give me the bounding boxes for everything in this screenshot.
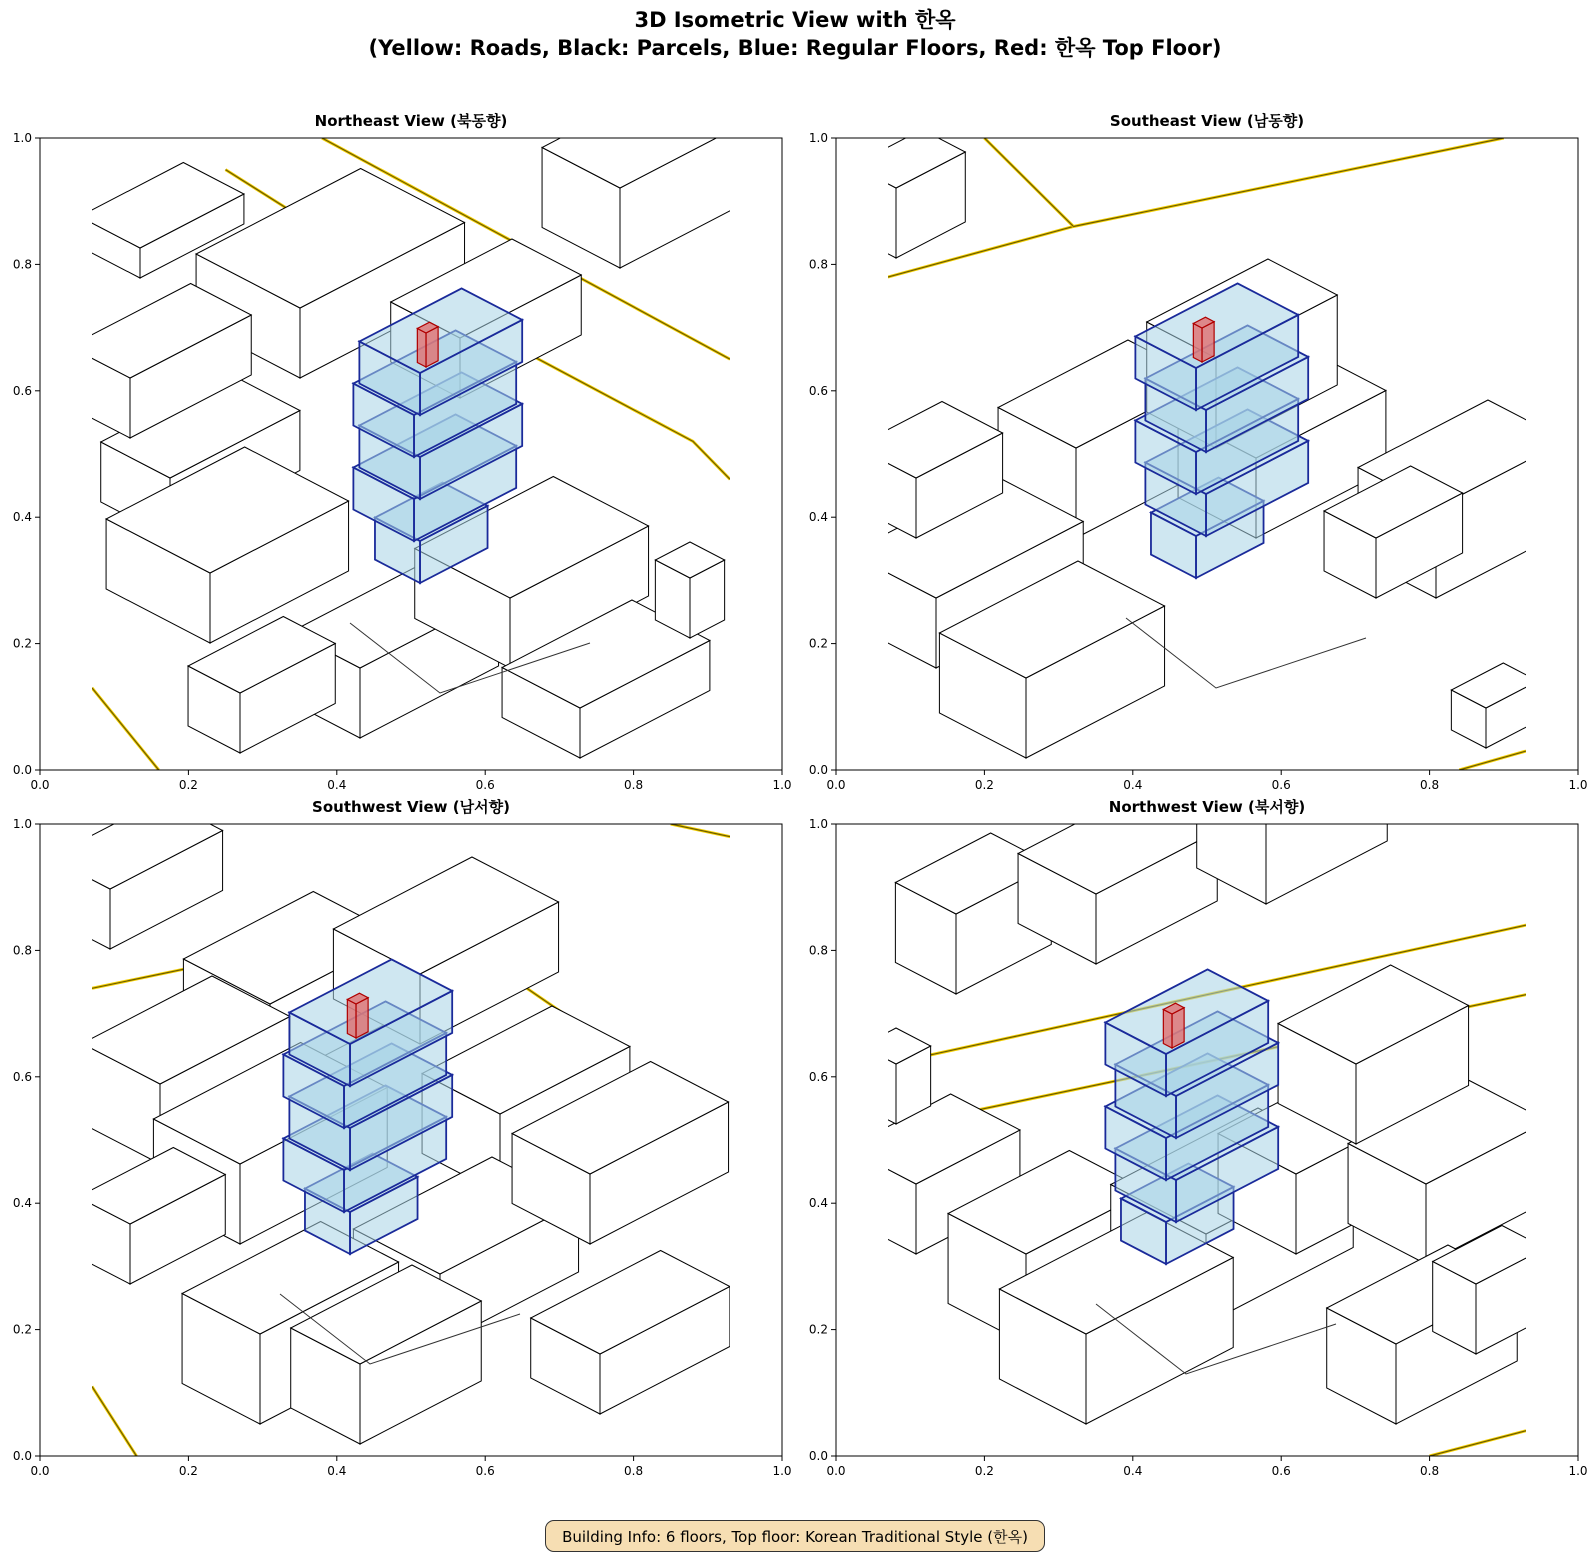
y-tick-label: 0.0 — [808, 763, 828, 777]
scene-se — [849, 130, 1566, 771]
x-tick-label: 0.4 — [327, 1464, 347, 1478]
y-tick-label: 0.2 — [12, 1322, 32, 1337]
road-edge-line — [984, 138, 1073, 226]
y-tick-label: 0.2 — [808, 1322, 828, 1337]
y-tick-label: 0.0 — [808, 1449, 828, 1463]
panel-title-southeast: Southeast View (남동향) — [1109, 112, 1305, 130]
road-edge-line — [1430, 1431, 1526, 1456]
x-tick-label: 1.0 — [772, 1464, 792, 1478]
x-tick-label: 0.6 — [475, 1464, 495, 1478]
panel-southeast-view — [808, 112, 1588, 792]
x-tick-label: 0.2 — [178, 1464, 198, 1478]
x-tick-label: 0.6 — [475, 778, 495, 792]
hanok-top-floor-left-face — [347, 1000, 356, 1039]
y-tick-label: 1.0 — [808, 817, 828, 831]
x-tick-label: 0.8 — [624, 1464, 644, 1478]
x-tick-label: 0.0 — [826, 778, 846, 792]
scene-nw — [847, 725, 1548, 1456]
y-tick-label: 0.6 — [808, 383, 828, 398]
y-tick-label: 1.0 — [12, 131, 32, 145]
y-tick-label: 0.2 — [12, 636, 32, 651]
x-tick-label: 0.0 — [30, 778, 50, 792]
y-tick-label: 0.8 — [808, 257, 828, 272]
y-tick-label: 0.8 — [12, 257, 32, 272]
x-tick-label: 0.4 — [1123, 778, 1143, 792]
y-tick-label: 0.2 — [808, 636, 828, 651]
y-tick-label: 0.0 — [12, 1449, 32, 1463]
hanok-top-floor-right-face — [1202, 322, 1214, 362]
y-tick-label: 0.6 — [808, 1069, 828, 1084]
panel-title-northeast: Northeast View (북동향) — [314, 112, 508, 130]
figure-title-line2: (Yellow: Roads, Black: Parcels, Blue: Regular Floors, Red: 한옥 Top Floor) — [368, 36, 1222, 60]
y-tick-label: 1.0 — [12, 817, 32, 831]
x-tick-label: 0.0 — [30, 1464, 50, 1478]
x-tick-label: 0.2 — [974, 778, 994, 792]
x-tick-label: 0.4 — [327, 778, 347, 792]
figure-title-line1: 3D Isometric View with 한옥 — [634, 8, 956, 32]
x-tick-label: 0.6 — [1271, 778, 1291, 792]
x-tick-label: 0.2 — [178, 778, 198, 792]
panel-northwest-view — [808, 798, 1588, 1478]
axes-northeast — [12, 131, 792, 792]
y-tick-label: 0.4 — [808, 510, 828, 525]
x-tick-label: 1.0 — [1568, 1464, 1588, 1478]
x-tick-label: 0.4 — [1123, 1464, 1143, 1478]
hanok-top-floor-right-face — [1172, 1008, 1184, 1048]
panel-title-southwest: Southwest View (남서향) — [312, 798, 510, 816]
road-edge-line — [1459, 751, 1526, 770]
x-tick-label: 0.8 — [1420, 778, 1440, 792]
road-edge-line — [92, 688, 159, 770]
panel-title-northwest: Northwest View (북서향) — [1108, 798, 1306, 816]
y-tick-label: 0.6 — [12, 383, 32, 398]
road-edge-line — [92, 1386, 137, 1456]
x-tick-label: 1.0 — [772, 778, 792, 792]
axes-southeast — [808, 131, 1588, 792]
figure-title — [0, 6, 1590, 62]
road-edge-line — [671, 824, 730, 837]
x-tick-label: 0.2 — [974, 1464, 994, 1478]
y-tick-label: 0.6 — [12, 1069, 32, 1084]
x-tick-label: 1.0 — [1568, 778, 1588, 792]
target-building — [1135, 283, 1308, 578]
axes-northwest — [808, 817, 1588, 1478]
axes-southwest — [12, 817, 792, 1478]
hanok-top-floor-left-face — [417, 329, 426, 368]
road-edge-line — [888, 138, 1504, 277]
y-tick-label: 0.4 — [12, 1196, 32, 1211]
hanok-top-floor-left-face — [1163, 1010, 1172, 1049]
scene-ne — [69, 80, 750, 770]
x-tick-label: 0.0 — [826, 1464, 846, 1478]
y-tick-label: 0.8 — [808, 943, 828, 958]
scene-sw — [49, 799, 730, 1456]
x-tick-label: 0.6 — [1271, 1464, 1291, 1478]
hanok-top-floor-right-face — [426, 327, 438, 367]
y-tick-label: 0.4 — [12, 510, 32, 525]
x-tick-label: 0.8 — [1420, 1464, 1440, 1478]
y-tick-label: 0.4 — [808, 1196, 828, 1211]
x-tick-label: 0.8 — [624, 778, 644, 792]
panel-southwest-view — [12, 798, 792, 1478]
y-tick-label: 0.0 — [12, 763, 32, 777]
road-line — [888, 138, 1504, 277]
y-tick-label: 1.0 — [808, 131, 828, 145]
hanok-top-floor-left-face — [1193, 324, 1202, 363]
y-tick-label: 0.8 — [12, 943, 32, 958]
building-info-box: Building Info: 6 floors, Top floor: Korean Traditional Style (한옥) — [545, 1520, 1045, 1552]
hanok-top-floor-right-face — [356, 998, 368, 1038]
panel-northeast-view — [12, 112, 792, 792]
